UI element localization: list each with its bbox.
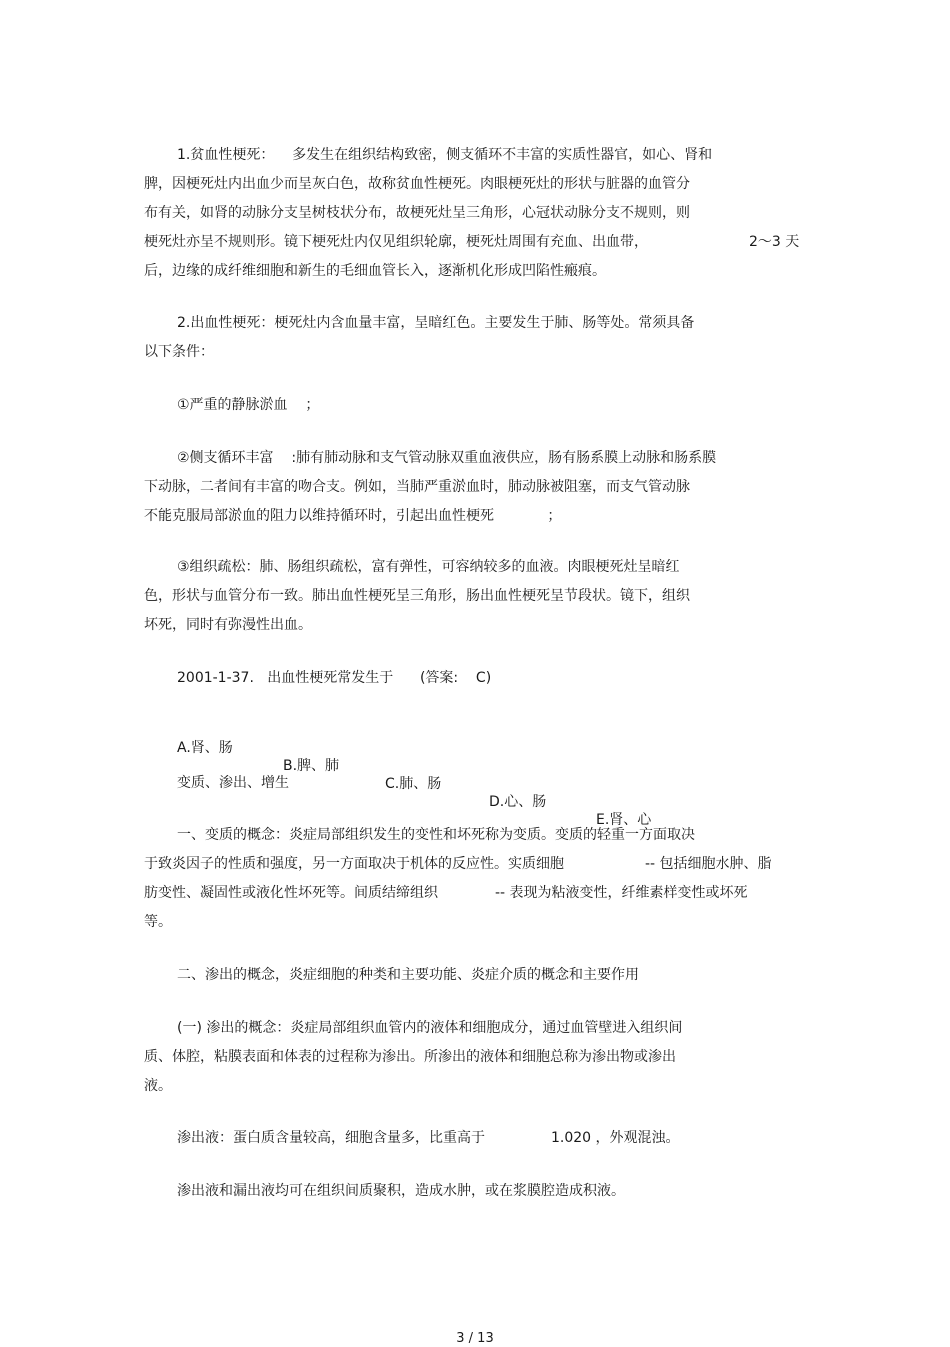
- paragraph-line: 等。: [144, 914, 172, 930]
- paragraph-line: 后，边缘的成纤维细胞和新生的毛细血管长入，逐渐机化形成凹陷性瘢痕。: [144, 263, 606, 279]
- option-e: E.肾、心: [596, 812, 652, 828]
- paragraph-line: 1.贫血性梗死： 多发生在组织结构致密，侧支循环不丰富的实质性器官，如心、肾和: [177, 147, 713, 163]
- page-number: 3 / 13: [456, 1331, 494, 1346]
- paragraph-line: 液。: [144, 1078, 172, 1094]
- paragraph-line: 脾，因梗死灶内出血少而呈灰白色，故称贫血性梗死。肉眼梗死灶的形状与脏器的血管分: [144, 176, 690, 192]
- paragraph-line: 以下条件：: [144, 344, 214, 360]
- option-d: D.心、肠: [489, 794, 547, 810]
- paragraph-line-tail: -- 表现为粘液变性，纤维素样变性或坏死: [495, 885, 748, 901]
- paragraph-line: 肪变性、凝固性或液化性坏死等。间质结缔组织: [144, 885, 438, 901]
- paragraph-line: 坏死，同时有弥漫性出血。: [144, 617, 312, 633]
- paragraph-line: (一) 渗出的概念：炎症局部组织血管内的液体和细胞成分，通过血管壁进入组织间: [177, 1020, 683, 1036]
- paragraph-line-tail: 2～3 天: [749, 234, 800, 250]
- paragraph-line: 下动脉，二者间有丰富的吻合支。例如，当肺严重淤血时，肺动脉被阻塞，而支气管动脉: [144, 479, 690, 495]
- paragraph-line: 二、渗出的概念，炎症细胞的种类和主要功能、炎症介质的概念和主要作用: [177, 967, 639, 983]
- question-text: 2001-1-37. 出血性梗死常发生于 (答案: C): [177, 670, 492, 686]
- paragraph-line: ②侧支循环丰富 :肺有肺动脉和支气管动脉双重血液供应，肠有肠系膜上动脉和肠系膜: [177, 450, 717, 466]
- paragraph-line-tail: -- 包括细胞水肿、脂: [645, 856, 772, 872]
- paragraph-line: 于致炎因子的性质和强度，另一方面取决于机体的反应性。实质细胞: [144, 856, 564, 872]
- paragraph-line: 渗出液和漏出液均可在组织间质聚积，造成水肿，或在浆膜腔造成积液。: [177, 1183, 625, 1199]
- paragraph-line: 色，形状与血管分布一致。肺出血性梗死呈三角形，肠出血性梗死呈节段状。镜下，组织: [144, 588, 690, 604]
- section-title: 变质、渗出、增生: [177, 775, 289, 791]
- paragraph-line: ③组织疏松：肺、肠组织疏松，富有弹性，可容纳较多的血液。肉眼梗死灶呈暗红: [177, 559, 680, 575]
- paragraph-line: 一、变质的概念：炎症局部组织发生的变性和坏死称为变质。变质的轻重一方面取决: [177, 827, 695, 843]
- paragraph-line-tail: 1.020 ，外观混浊。: [551, 1130, 680, 1146]
- paragraph-line: 2.出血性梗死：梗死灶内含血量丰富，呈暗红色。主要发生于肺、肠等处。常须具备: [177, 315, 695, 331]
- paragraph-line: 布有关，如肾的动脉分支呈树枝状分布，故梗死灶呈三角形，心冠状动脉分支不规则，则: [144, 205, 690, 221]
- paragraph-line: 渗出液：蛋白质含量较高，细胞含量多，比重高于: [177, 1130, 485, 1146]
- option-b: B.脾、肺: [283, 758, 340, 774]
- paragraph-line: 不能克服局部淤血的阻力以维持循环时，引起出血性梗死 ；: [144, 508, 562, 524]
- condition-1: ①严重的静脉淤血 ；: [177, 397, 320, 413]
- paragraph-line: 质、体腔，粘膜表面和体表的过程称为渗出。所渗出的液体和细胞总称为渗出物或渗出: [144, 1049, 676, 1065]
- option-c: C.肺、肠: [385, 776, 442, 792]
- paragraph-line: 梗死灶亦呈不规则形。镜下梗死灶内仅见组织轮廓，梗死灶周围有充血、出血带，: [144, 234, 648, 250]
- option-a: A.肾、肠: [177, 740, 233, 756]
